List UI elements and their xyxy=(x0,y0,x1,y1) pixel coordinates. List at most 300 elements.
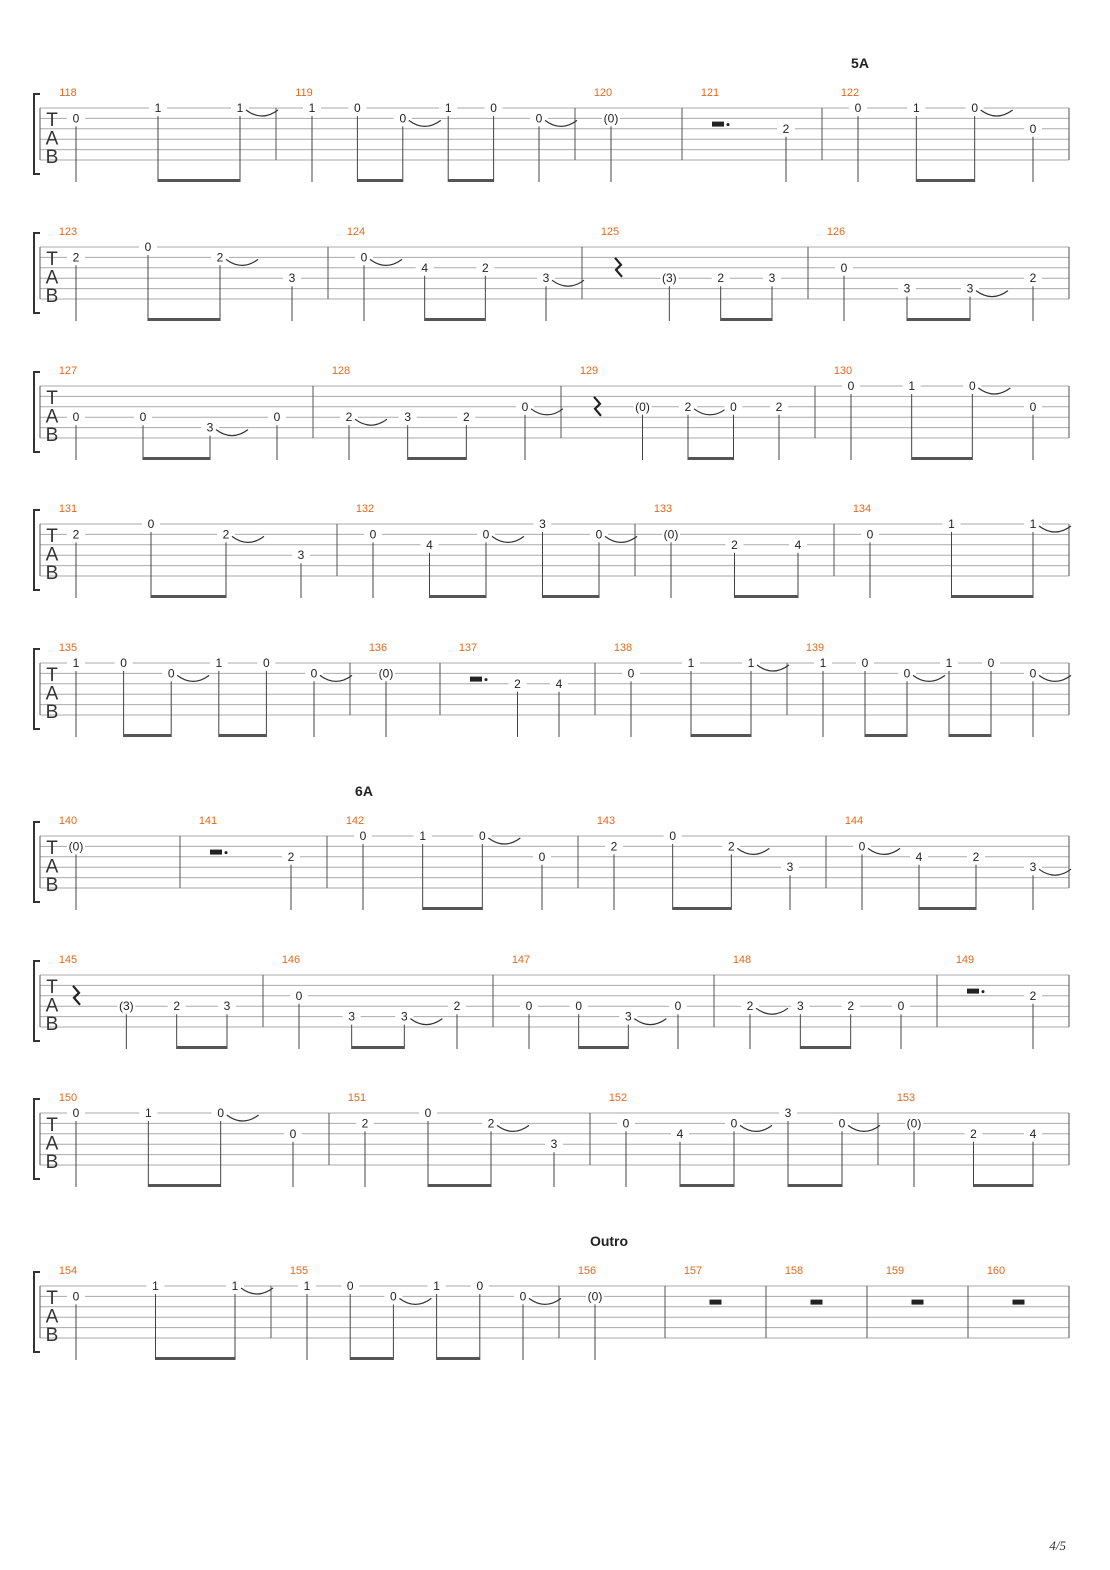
beam xyxy=(788,1184,842,1187)
tie-arc xyxy=(497,1125,529,1131)
bar-number: 142 xyxy=(345,815,365,827)
tab-clef-letter: T xyxy=(46,1288,58,1309)
dot xyxy=(982,990,985,993)
tie-arc xyxy=(226,259,258,265)
fret-number: 0 xyxy=(971,101,979,115)
fret-number: 1 xyxy=(154,101,162,115)
tab-clef-letter: A xyxy=(45,995,59,1017)
fret-number: 0 xyxy=(987,656,995,670)
bar-number: 151 xyxy=(347,1092,367,1104)
fret-number: 1 xyxy=(231,1279,239,1293)
beam xyxy=(974,1184,1034,1187)
half-rest xyxy=(967,989,979,994)
fret-number: 4 xyxy=(421,260,429,275)
half-rest xyxy=(470,677,482,682)
tab-clef-letter: B xyxy=(45,425,59,446)
tie-arc xyxy=(694,409,726,415)
fret-number: 1 xyxy=(236,101,244,115)
fret-number: 3 xyxy=(348,1009,356,1024)
half-rest xyxy=(912,1300,924,1305)
tie-arc xyxy=(399,1298,431,1304)
fret-number: 1 xyxy=(72,656,80,670)
beam xyxy=(949,734,991,737)
fret-number: 4 xyxy=(426,537,433,552)
system-bracket xyxy=(34,961,40,1041)
fret-number: 0 xyxy=(866,527,874,542)
beam xyxy=(219,734,267,737)
fret-number: 3 xyxy=(624,1009,632,1024)
fret-number: 2 xyxy=(222,527,230,542)
bar-number: 144 xyxy=(844,815,864,827)
bar-number: 128 xyxy=(331,365,351,377)
fret-number: 3 xyxy=(223,999,231,1014)
beam xyxy=(156,1357,236,1360)
fret-number: 3 xyxy=(206,420,214,435)
bar-number: 129 xyxy=(579,365,599,377)
tie-arc xyxy=(177,675,209,681)
fret-number: 2 xyxy=(731,537,738,552)
beam xyxy=(148,318,220,321)
fret-number: 2 xyxy=(972,849,980,864)
bar-number: 149 xyxy=(955,954,975,966)
beam xyxy=(543,595,600,598)
beam xyxy=(423,907,483,910)
fret-number: 2 xyxy=(727,839,735,854)
tie-arc xyxy=(488,838,520,844)
beam xyxy=(124,734,172,737)
fret-number: 0 xyxy=(72,111,80,126)
fret-number: (3) xyxy=(661,271,677,286)
fret-number: 1 xyxy=(908,379,916,393)
bar-number: 158 xyxy=(784,1265,804,1277)
tie-arc xyxy=(605,536,637,542)
fret-number: 1 xyxy=(419,829,427,843)
half-rest xyxy=(712,122,724,127)
fret-number: 0 xyxy=(535,111,543,126)
tie-arc xyxy=(1039,675,1071,681)
bar-number: 119 xyxy=(295,87,313,99)
fret-number: 2 xyxy=(970,1126,977,1141)
system-bracket xyxy=(34,372,40,452)
beam xyxy=(952,595,1034,598)
beam xyxy=(430,595,487,598)
tie-arc xyxy=(737,848,769,854)
fret-number: 3 xyxy=(297,548,305,563)
fret-number: 2 xyxy=(717,271,725,286)
fret-number: 2 xyxy=(684,399,692,414)
fret-number: 1 xyxy=(152,1279,159,1293)
fret-number: 0 xyxy=(854,101,862,115)
bar-number: 148 xyxy=(732,954,752,966)
fret-number: 0 xyxy=(346,1279,354,1293)
fret-number: 3 xyxy=(768,271,776,286)
fret-number: 0 xyxy=(482,527,490,542)
system-bracket xyxy=(34,94,40,174)
tab-clef-letter: A xyxy=(45,128,59,150)
fret-number: 2 xyxy=(1029,271,1037,286)
system-bracket xyxy=(34,649,40,729)
bar-number: 145 xyxy=(58,954,78,966)
fret-number: 0 xyxy=(669,829,677,843)
beam xyxy=(425,318,486,321)
beam xyxy=(408,457,467,460)
bar-number: 156 xyxy=(577,1265,597,1277)
half-rest xyxy=(210,850,222,855)
tab-clef-letter: T xyxy=(46,110,58,131)
fret-number: 0 xyxy=(858,839,866,854)
section-label: 6A xyxy=(355,783,373,799)
fret-number: 0 xyxy=(1029,666,1037,681)
bar-number: 121 xyxy=(700,87,720,99)
page-number: 4/5 xyxy=(1049,1538,1066,1553)
bar-number: 135 xyxy=(58,642,78,654)
fret-number: 1 xyxy=(215,656,223,670)
fret-number: 0 xyxy=(1029,399,1037,414)
fret-number: 0 xyxy=(424,1106,432,1120)
fret-number: 1 xyxy=(433,1279,440,1293)
bar-number: 132 xyxy=(355,503,375,515)
fret-number: 4 xyxy=(1029,1126,1037,1141)
system-bracket xyxy=(34,822,40,902)
fret-number: 0 xyxy=(369,527,377,542)
fret-number: 0 xyxy=(538,849,546,864)
bar-number: 140 xyxy=(58,815,78,827)
bar-number: 146 xyxy=(281,954,301,966)
fret-number: 1 xyxy=(819,656,827,670)
bar-number: 123 xyxy=(58,226,78,238)
tab-clef-letter: A xyxy=(45,1133,59,1155)
tie-arc xyxy=(756,1008,788,1014)
fret-number: 2 xyxy=(453,999,461,1014)
tie-arc xyxy=(913,675,945,681)
beam xyxy=(916,179,974,182)
tab-clef-letter: B xyxy=(45,147,59,168)
system-bracket xyxy=(34,233,40,313)
beam xyxy=(688,457,734,460)
tie-arc xyxy=(409,120,441,126)
bar-number: 131 xyxy=(58,503,78,515)
fret-number: 0 xyxy=(295,988,303,1003)
tie-arc xyxy=(740,1125,772,1131)
beam xyxy=(177,1046,227,1049)
fret-number: 2 xyxy=(782,121,790,136)
fret-number: 2 xyxy=(610,839,618,854)
tab-system xyxy=(34,642,1071,737)
tab-clef-letter: A xyxy=(45,856,59,878)
bar-number: 155 xyxy=(289,1265,309,1277)
fret-number: 3 xyxy=(404,410,412,425)
beam xyxy=(148,1184,220,1187)
tab-clef-letter: B xyxy=(45,1325,59,1346)
tab-clef-letter: A xyxy=(45,267,59,289)
fret-number: 3 xyxy=(400,1009,408,1024)
bar-number: 118 xyxy=(59,87,77,99)
tie-arc xyxy=(246,110,278,116)
dot xyxy=(485,678,488,681)
fret-number: 0 xyxy=(390,1289,397,1304)
tab-clef-letter: A xyxy=(45,406,59,428)
fret-number: 2 xyxy=(361,1116,369,1131)
beam xyxy=(352,1046,405,1049)
tie-arc xyxy=(757,665,789,671)
fret-number: 0 xyxy=(575,999,583,1014)
fret-number: 0 xyxy=(968,379,976,393)
fret-number: (0) xyxy=(663,527,679,542)
half-rest xyxy=(811,1300,823,1305)
fret-number: 0 xyxy=(840,260,848,275)
tie-arc xyxy=(492,536,524,542)
bar-number: 120 xyxy=(593,87,613,99)
fret-number: 0 xyxy=(521,399,529,414)
fret-number: 0 xyxy=(354,101,361,115)
fret-number: 0 xyxy=(476,1279,484,1293)
fret-number: 3 xyxy=(1029,860,1037,875)
fret-number: (0) xyxy=(68,839,84,854)
fret-number: 0 xyxy=(72,1106,80,1120)
tie-arc xyxy=(848,1125,880,1131)
beam xyxy=(919,907,976,910)
fret-number: 4 xyxy=(915,849,923,864)
beam xyxy=(680,1184,734,1187)
fret-number: 0 xyxy=(144,240,152,254)
fret-number: 2 xyxy=(216,250,224,265)
beam xyxy=(151,595,226,598)
tab-system xyxy=(34,226,1069,321)
fret-number: (0) xyxy=(603,111,619,126)
bar-number: 137 xyxy=(458,642,478,654)
fret-number: 0 xyxy=(72,1289,80,1304)
fret-number: 1 xyxy=(144,1106,152,1120)
tie-arc xyxy=(981,110,1013,116)
fret-number: 0 xyxy=(622,1116,630,1131)
fret-number: 1 xyxy=(687,656,695,670)
bar-number: 133 xyxy=(653,503,673,515)
tab-clef-letter: T xyxy=(46,1115,58,1136)
tab-clef-letter: T xyxy=(46,977,58,998)
tab-clef-letter: B xyxy=(45,1014,59,1035)
section-label: Outro xyxy=(589,1233,629,1249)
fret-number: 2 xyxy=(287,849,295,864)
fret-number: 4 xyxy=(676,1126,684,1141)
fret-number: 0 xyxy=(217,1106,225,1120)
tab-system xyxy=(34,365,1069,460)
tab-clef-letter: T xyxy=(46,526,58,547)
half-rest xyxy=(710,1300,722,1305)
fret-number: (3) xyxy=(118,999,134,1014)
tie-arc xyxy=(1039,869,1071,875)
fret-number: 0 xyxy=(903,666,911,681)
fret-number: 0 xyxy=(519,1289,527,1304)
bar-number: 125 xyxy=(600,226,620,238)
bar-number: 134 xyxy=(852,503,872,515)
fret-number: 0 xyxy=(1029,121,1037,136)
tie-arc xyxy=(978,388,1010,394)
fret-number: 0 xyxy=(289,1126,297,1141)
beam xyxy=(143,457,210,460)
fret-number: 2 xyxy=(514,676,521,691)
fret-number: 1 xyxy=(1029,517,1037,531)
tie-arc xyxy=(1039,526,1071,532)
fret-number: 3 xyxy=(539,517,546,531)
fret-number: 0 xyxy=(897,999,905,1014)
beam xyxy=(721,318,772,321)
bar-number: 141 xyxy=(198,815,218,827)
fret-number: 2 xyxy=(345,410,353,425)
beam xyxy=(735,595,799,598)
tie-arc xyxy=(531,409,563,415)
fret-number: 0 xyxy=(360,250,368,265)
fret-number: 1 xyxy=(308,101,316,115)
tie-arc xyxy=(529,1298,561,1304)
beam xyxy=(800,1046,850,1049)
tab-clef-letter: T xyxy=(46,388,58,409)
fret-number: 2 xyxy=(481,260,489,275)
fret-number: 2 xyxy=(72,250,80,265)
bar-number: 130 xyxy=(833,365,853,377)
fret-number: 0 xyxy=(627,666,635,681)
bar-number: 147 xyxy=(511,954,531,966)
fret-number: 0 xyxy=(167,666,175,681)
section-label: 5A xyxy=(851,55,869,71)
tab-clef-letter: B xyxy=(45,1152,59,1173)
fret-number: 1 xyxy=(948,517,955,531)
bar-number: 124 xyxy=(346,226,366,238)
bar-number: 154 xyxy=(58,1265,78,1277)
bar-number: 159 xyxy=(885,1265,905,1277)
bar-number: 160 xyxy=(986,1265,1006,1277)
fret-number: 0 xyxy=(674,999,682,1014)
fret-number: 0 xyxy=(847,379,855,393)
fret-number: 0 xyxy=(490,101,497,115)
bar-number: 139 xyxy=(805,642,825,654)
tab-clef-letter: B xyxy=(45,563,59,584)
system-bracket xyxy=(34,510,40,590)
fret-number: 3 xyxy=(288,271,296,286)
fret-number: 4 xyxy=(794,537,802,552)
fret-number: 2 xyxy=(746,999,754,1014)
tab-clef-letter: A xyxy=(45,683,59,705)
fret-number: (0) xyxy=(906,1116,922,1131)
fret-number: 0 xyxy=(72,410,80,425)
fret-number: 0 xyxy=(478,829,486,843)
bar-number: 127 xyxy=(58,365,78,377)
bar-number: 138 xyxy=(613,642,633,654)
beam xyxy=(350,1357,393,1360)
tab-system xyxy=(34,1233,1069,1360)
fret-number: 0 xyxy=(838,1116,846,1131)
fret-number: 3 xyxy=(550,1137,558,1152)
fret-number: 0 xyxy=(730,399,737,414)
fret-number: 1 xyxy=(444,101,452,115)
bar-number: 136 xyxy=(368,642,388,654)
fret-number: 0 xyxy=(595,527,603,542)
tab-system xyxy=(34,55,1069,182)
tab-system xyxy=(34,954,1069,1049)
fret-number: 3 xyxy=(796,999,804,1014)
bar-number: 157 xyxy=(683,1265,703,1277)
beam xyxy=(912,457,973,460)
fret-number: 3 xyxy=(966,281,974,296)
tab-clef-letter: B xyxy=(45,702,59,723)
fret-number: 0 xyxy=(147,517,155,531)
fret-number: 2 xyxy=(775,399,783,414)
fret-number: 0 xyxy=(525,999,533,1014)
dot xyxy=(727,123,730,126)
beam xyxy=(865,734,907,737)
fret-number: 1 xyxy=(945,656,953,670)
fret-number: 0 xyxy=(861,656,869,670)
tab-clef-letter: T xyxy=(46,249,58,270)
beam xyxy=(428,1184,491,1187)
fret-number: 1 xyxy=(747,656,755,670)
tab-system xyxy=(34,783,1071,910)
tab-clef-letter: T xyxy=(46,665,58,686)
tie-arc xyxy=(976,291,1008,297)
bar-number: 126 xyxy=(826,226,846,238)
fret-number: 0 xyxy=(310,666,318,681)
fret-number: 0 xyxy=(263,656,270,670)
tie-arc xyxy=(241,1288,273,1294)
beam xyxy=(579,1046,629,1049)
fret-number: 0 xyxy=(359,829,367,843)
dot xyxy=(225,851,228,854)
tie-arc xyxy=(355,419,387,425)
tab-system xyxy=(34,1092,1069,1187)
tie-arc xyxy=(216,430,248,436)
tie-arc xyxy=(868,848,900,854)
tab-clef-letter: A xyxy=(45,1306,59,1328)
tie-arc xyxy=(634,1019,666,1025)
fret-number: 2 xyxy=(72,527,80,542)
fret-number: (0) xyxy=(635,399,650,414)
fret-number: (0) xyxy=(378,666,394,681)
fret-number: 3 xyxy=(786,860,794,875)
tab-clef-letter: A xyxy=(45,544,59,566)
tie-arc xyxy=(320,675,352,681)
fret-number: 1 xyxy=(912,101,920,115)
system-bracket xyxy=(34,1099,40,1179)
system-bracket xyxy=(34,1272,40,1352)
beam xyxy=(907,318,970,321)
half-rest xyxy=(1013,1300,1025,1305)
fret-number: 4 xyxy=(555,676,563,691)
beam xyxy=(448,179,493,182)
fret-number: 2 xyxy=(1029,988,1037,1003)
fret-number: 3 xyxy=(542,271,550,286)
beam xyxy=(673,907,732,910)
beam xyxy=(691,734,751,737)
beam xyxy=(357,179,402,182)
tab-clef-letter: T xyxy=(46,838,58,859)
tie-arc xyxy=(545,120,577,126)
fret-number: 1 xyxy=(303,1279,311,1293)
fret-number: 3 xyxy=(903,281,911,296)
fret-number: 3 xyxy=(784,1106,792,1120)
bar-number: 150 xyxy=(58,1092,78,1104)
fret-number: 2 xyxy=(847,999,855,1014)
beam xyxy=(158,179,240,182)
fret-number: (0) xyxy=(587,1289,603,1304)
tab-clef-letter: B xyxy=(45,286,59,307)
tie-arc xyxy=(232,536,264,542)
tab-clef-letter: B xyxy=(45,875,59,896)
fret-number: 0 xyxy=(730,1116,738,1131)
fret-number: 2 xyxy=(462,410,470,425)
tie-arc xyxy=(552,280,584,286)
fret-number: 2 xyxy=(173,999,181,1014)
fret-number: 0 xyxy=(273,410,281,425)
fret-number: 0 xyxy=(120,656,127,670)
